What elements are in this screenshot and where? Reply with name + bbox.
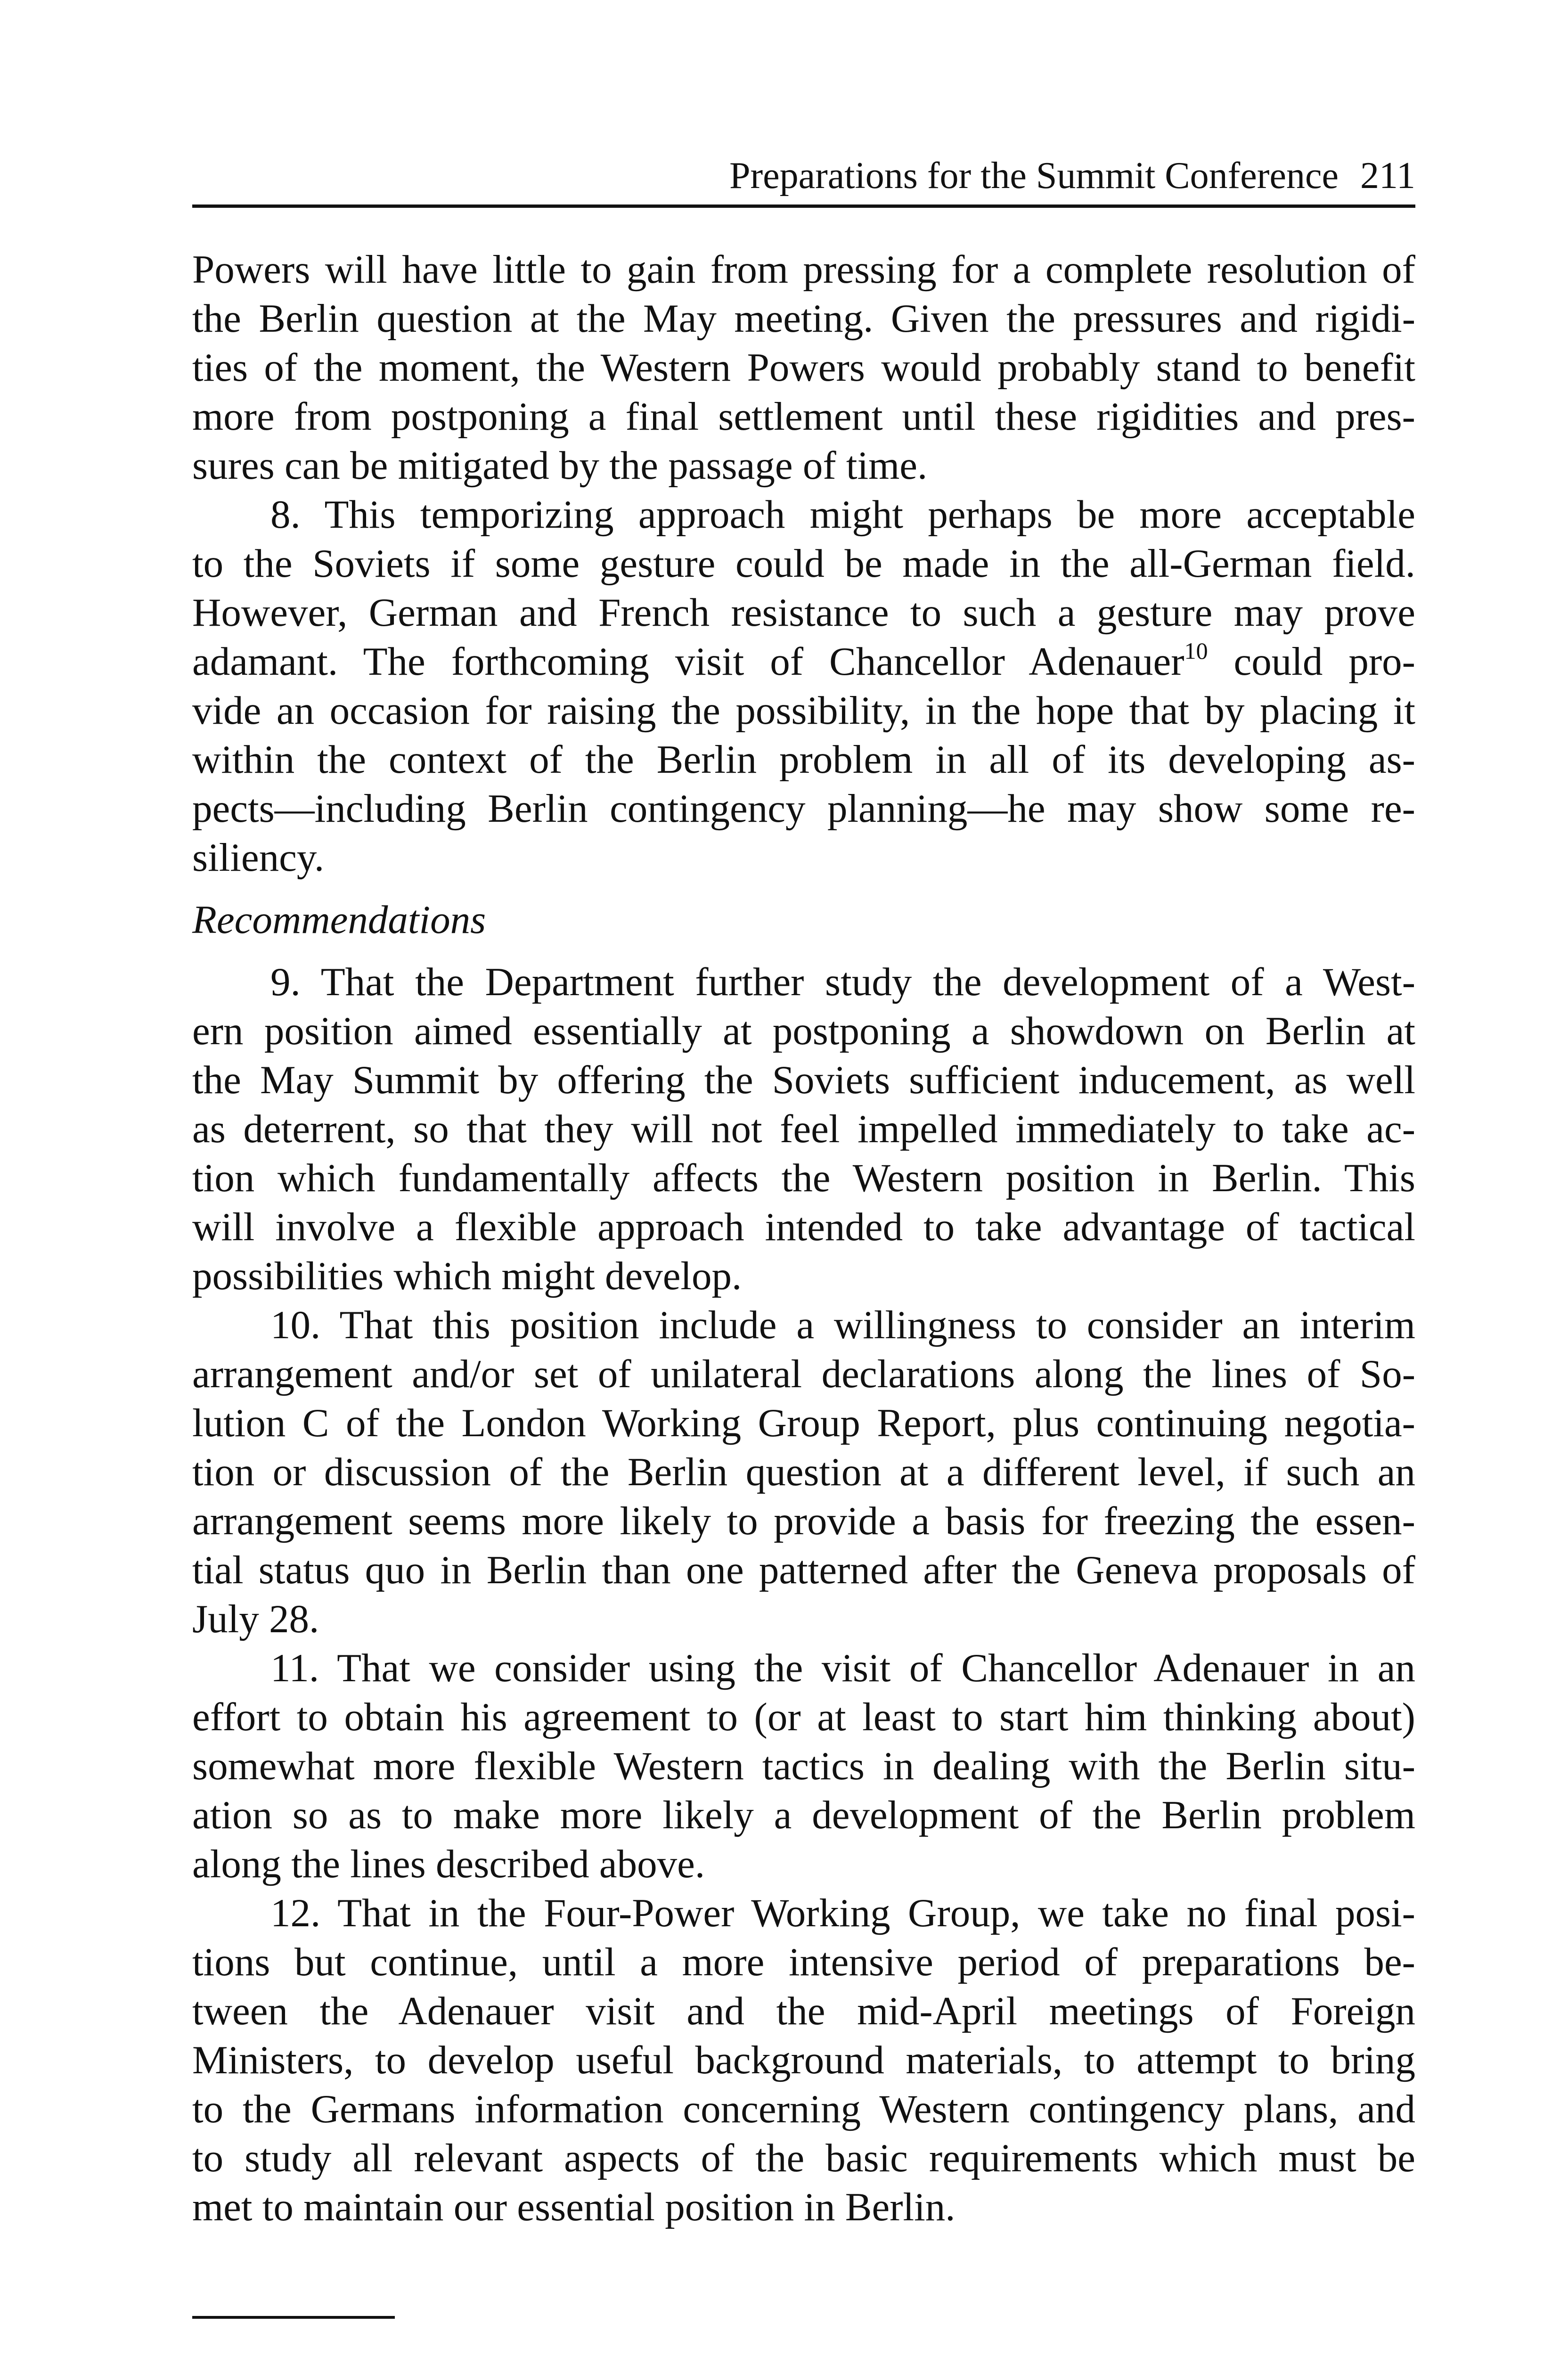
- text-line: Powers will have little to gain from pressing for a complete resolution of: [192, 247, 1415, 292]
- text-line: ern position aimed essentially at postponing a showdown on Berlin at: [192, 1009, 1415, 1053]
- text-line: pects—including Berlin contingency planning—he may show some re-: [192, 786, 1415, 831]
- body-text: [192, 245, 1415, 2232]
- text-segment: could pro-: [1208, 639, 1415, 684]
- text-line: to study all relevant aspects of the basic requirements which must be: [192, 2136, 1415, 2180]
- text-line: 8. This temporizing approach might perhaps be more acceptable: [270, 492, 1415, 537]
- paragraph-7-continued: [192, 245, 1415, 490]
- text-line: 9. That the Department further study the development of a West-: [270, 960, 1415, 1004]
- text-line: 10. That this position include a willingness to consider an interim: [270, 1303, 1415, 1347]
- paragraph-10: [192, 1301, 1415, 1644]
- text-line: However, German and French resistance to such a gesture may prove: [192, 590, 1415, 635]
- text-segment: adamant. The forthcoming visit of Chancellor Adenauer: [192, 639, 1184, 684]
- text-line: possibilities which might develop.: [192, 1254, 742, 1298]
- text-line: the May Summit by offering the Soviets sufficient inducement, as well: [192, 1058, 1415, 1102]
- text-line: along the lines described above.: [192, 1842, 705, 1886]
- text-line: arrangement and/or set of unilateral declarations along the lines of So-: [192, 1352, 1415, 1396]
- text-line: sures can be mitigated by the passage of time.: [192, 443, 928, 488]
- paragraph-11: [192, 1644, 1415, 1889]
- section-heading-recommendations: Recommendations: [192, 898, 486, 942]
- text-line: to the Germans information concerning Western contingency plans, and: [192, 2087, 1415, 2131]
- footnote-rule: [192, 2316, 395, 2319]
- text-line: will involve a flexible approach intended to take advantage of tactical: [192, 1205, 1415, 1249]
- text-line: tion which fundamentally affects the Western position in Berlin. This: [192, 1156, 1415, 1200]
- paragraph-9: [192, 957, 1415, 1301]
- running-head: [192, 150, 1415, 202]
- text-line: tion or discussion of the Berlin question at a different level, if such an: [192, 1450, 1415, 1494]
- page-number: 211: [1360, 155, 1415, 196]
- text-line: arrangement seems more likely to provide a basis for freezing the essen-: [192, 1499, 1415, 1543]
- text-line: somewhat more flexible Western tactics in dealing with the Berlin situ-: [192, 1744, 1415, 1788]
- text-line: more from postponing a final settlement until these rigidities and pres-: [192, 394, 1415, 439]
- paragraph-12: [192, 1889, 1415, 2232]
- text-line: ation so as to make more likely a development of the Berlin problem: [192, 1793, 1415, 1837]
- running-title: Preparations for the Summit Conference: [729, 155, 1339, 196]
- text-line: siliency.: [192, 835, 325, 880]
- text-line: July 28.: [192, 1597, 319, 1641]
- text-line: vide an occasion for raising the possibility, in the hope that by placing it: [192, 688, 1415, 733]
- text-line-with-footnote-ref: [192, 637, 1415, 686]
- paragraph-8: [192, 490, 1415, 882]
- text-line: to the Soviets if some gesture could be made in the all-German field.: [192, 541, 1415, 586]
- text-line: the Berlin question at the May meeting. Given the pressures and rigidi-: [192, 296, 1415, 341]
- text-line: met to maintain our essential position in Berlin.: [192, 2185, 956, 2229]
- text-line: Ministers, to develop useful background materials, to attempt to bring: [192, 2038, 1415, 2082]
- text-line: within the context of the Berlin problem in all of its developing as-: [192, 737, 1415, 782]
- text-line: as deterrent, so that they will not feel impelled immediately to take ac-: [192, 1107, 1415, 1151]
- text-line: tween the Adenauer visit and the mid-April meetings of Foreign: [192, 1989, 1415, 2033]
- text-line: lution C of the London Working Group Report, plus continuing negotia-: [192, 1401, 1415, 1445]
- text-line: tions but continue, until a more intensive period of preparations be-: [192, 1940, 1415, 1984]
- header-rule: [192, 205, 1415, 208]
- text-line: effort to obtain his agreement to (or at least to start him thinking about): [192, 1695, 1415, 1739]
- footnote-reference: 10: [1184, 638, 1208, 664]
- text-line: 11. That we consider using the visit of Chancellor Adenauer in an: [270, 1646, 1415, 1690]
- text-line: ties of the moment, the Western Powers would probably stand to benefit: [192, 345, 1415, 390]
- text-line: 12. That in the Four-Power Working Group, we take no final posi-: [270, 1891, 1415, 1935]
- text-line: tial status quo in Berlin than one patterned after the Geneva proposals of: [192, 1548, 1415, 1592]
